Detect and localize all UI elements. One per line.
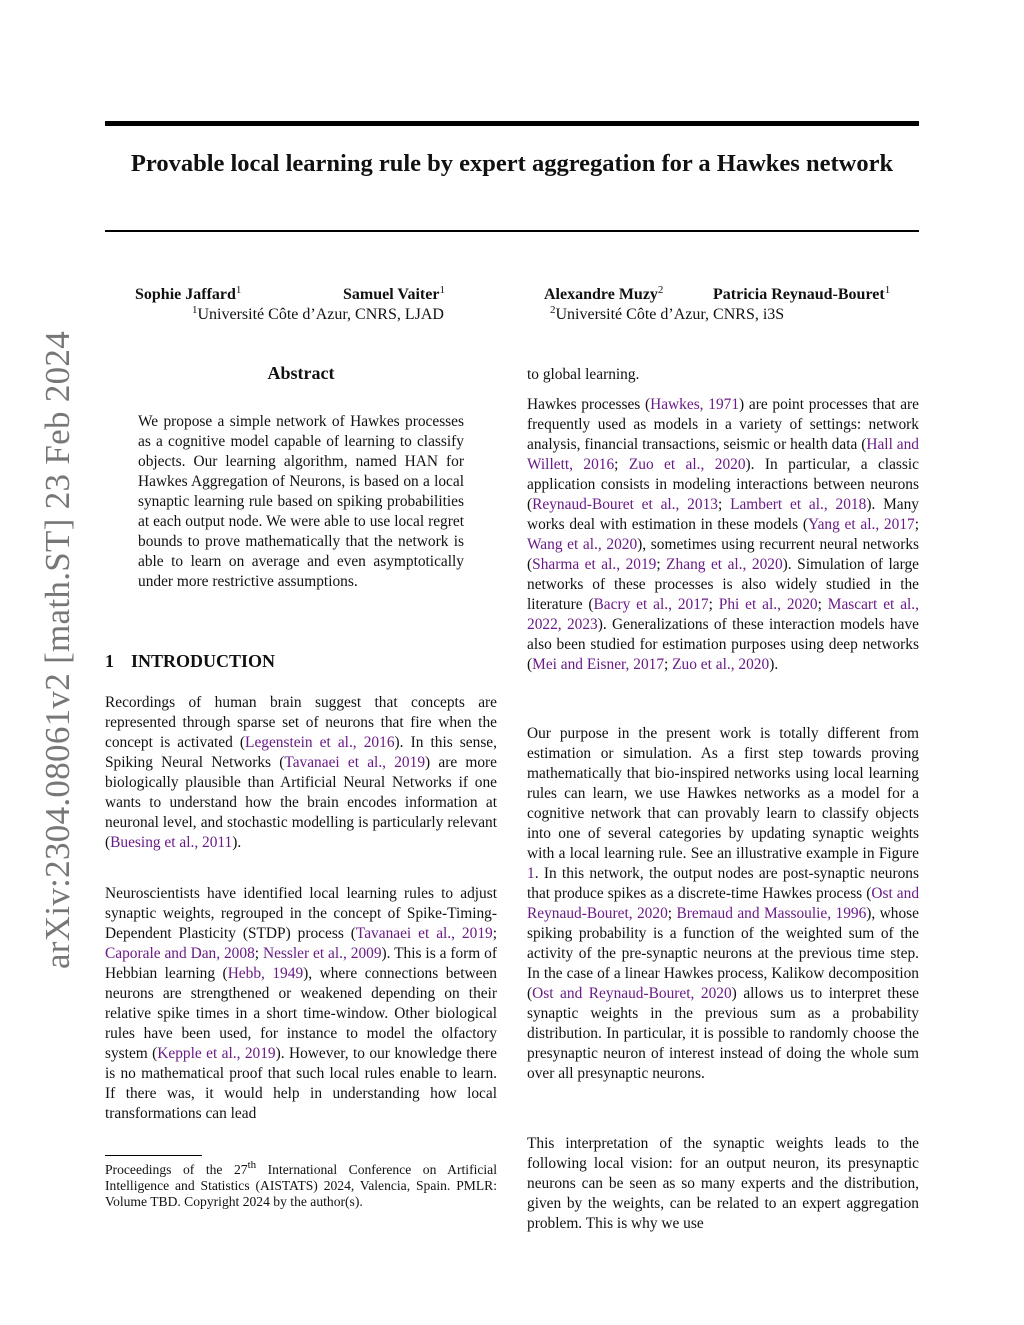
citation-link[interactable]: Ost and Reynaud-Bouret, 2020 — [527, 885, 920, 922]
intro-paragraph-2: Neuroscientists have identified local learning rules to adjust synaptic weights, regrouped in the concept of Spike-Timing-Dependent Plasticity (STDP) process (Tavanaei et al., 2019; Caporale and Dan, 2008; Nessler et al., 2009). This is a form of Hebbian learning (Hebb, 1949), where connections between neurons are strengthened or weakened depending on their relative spike times in a short time-window. Other biological rules have been used, for instance to model the olfactory system (Kepple et al., 2019). However, to our knowledge there is no mathematical proof that such local rules enable to learn. If there was, it would help in understanding how local transformations can lead — [105, 885, 498, 1122]
citation-link[interactable]: Buesing et al., 2011 — [110, 834, 233, 851]
right-continuation: to global learning. — [527, 366, 640, 383]
author-1: Sophie Jaffard$^1$ — [135, 284, 242, 303]
citation-link[interactable]: Mascart et al., 2022, 2023 — [527, 596, 919, 633]
title-top-rule — [105, 121, 919, 126]
title-bottom-rule — [105, 230, 919, 232]
right-paragraph-3: This interpretation of the synaptic weights leads to the following local vision: for an output neuron, its presynaptic neurons can be seen as so many experts and the distribution, given by the weights, can be related to an expert aggregation problem. This is why we use — [527, 1135, 919, 1232]
citation-link[interactable]: Reynaud-Bouret et al., 2013 — [532, 496, 718, 513]
paper-title: Provable local learning rule by expert aggregation for a Hawkes network — [130, 150, 894, 177]
abstract-text: We propose a simple network of Hawkes processes as a cognitive model capable of learning to classify objects. Our learning algorithm, named HAN for Hawkes Aggregation of Neurons, is based on a local synaptic learning rule based on spiking probabilities at each output node. We were able to use local regret bounds to prove mathematically that the network is able to learn on average and even asymptotically under more restrictive assumptions. — [138, 413, 464, 590]
citation-link[interactable]: Hawkes, 1971 — [650, 396, 740, 413]
citation-link[interactable]: Kepple et al., 2019 — [157, 1045, 276, 1062]
citation-link[interactable]: Bremaud and Massoulie, 1996 — [676, 905, 867, 922]
citation-link[interactable]: Tavanaei et al., 2019 — [284, 754, 426, 771]
citation-link[interactable]: Tavanaei et al., 2019 — [355, 925, 493, 942]
section-heading: 1 INTRODUCTION — [105, 651, 276, 671]
affiliation-2: $^2$Université Côte d’Azur, CNRS, i3S — [550, 304, 785, 323]
citation-link[interactable]: Zuo et al., 2020 — [672, 656, 770, 673]
abstract-heading: Abstract — [267, 363, 335, 383]
citation-link[interactable]: Lambert et al., 2018 — [730, 496, 867, 513]
author-2: Samuel Vaiter$^1$ — [343, 284, 445, 303]
author-3: Alexandre Muzy$^2$ — [544, 284, 664, 303]
citation-link[interactable]: Hall and Willett, 2016 — [527, 436, 919, 473]
citation-link[interactable]: Legenstein et al., 2016 — [245, 734, 395, 751]
intro-paragraph-1: Recordings of human brain suggest that concepts are represented through sparse set of neurons that fire when the concept is activated (Legenstein et al., 2016). In this sense, Spiking Neural Networks (Tavanaei et al., 2019) are more biologically plausible than Artificial Neural Networks if one wants to understand how the brain encodes information at neuronal level, and stochastic modelling is particularly relevant (Buesing et al., 2011). — [105, 694, 497, 851]
affiliation-1: $^1$Université Côte d’Azur, CNRS, LJAD — [192, 304, 444, 323]
citation-link[interactable]: Zuo et al., 2020 — [628, 456, 746, 473]
author-4: Patricia Reynaud-Bouret$^1$ — [713, 284, 891, 303]
footnote: Proceedings of the 27th International Conference on Artificial Intelligence and Statistics (AISTATS) 2024, Valencia, Spain. PMLR: Volume TBD. Copyright 2024 by the author(s). — [105, 1159, 497, 1209]
citation-link[interactable]: Ost and Reynaud-Bouret, 2020 — [532, 985, 732, 1002]
citation-link[interactable]: Bacry et al., 2017 — [593, 596, 709, 613]
citation-link[interactable]: Zhang et al., 2020 — [666, 556, 783, 573]
footnote-rule — [105, 1155, 202, 1156]
citation-link[interactable]: Nessler et al., 2009 — [262, 945, 382, 962]
citation-link[interactable]: Wang et al., 2020 — [527, 536, 638, 553]
right-paragraph-1: Hawkes processes (Hawkes, 1971) are point processes that are frequently used as models in a variety of settings: network analysis, financial transactions, seismic or health data (Hall and Willett, 2016; Zuo et al., 2020). In particular, a classic application consists in modeling interactions between neurons (Reynaud-Bouret et al., 2013; Lambert et al., 2018). Many works deal with estimation in these models (Yang et al., 2017; Wang et al., 2020), sometimes using recurrent neural networks (Sharma et al., 2019; Zhang et al., 2020). Simulation of large networks of these processes is also widely studied in the literature (Bacry et al., 2017; Phi et al., 2020; Mascart et al., 2022, 2023). Generalizations of these interaction models have also been studied for estimation purposes using deep networks (Mei and Eisner, 2017; Zuo et al., 2020). — [527, 396, 920, 673]
right-paragraph-2: Our purpose in the present work is totally different from estimation or simulation. As a first step towards proving mathematically that bio-inspired networks using local learning rules can learn, we use Hawkes networks as a model for a cognitive network that can provably learn to classify objects into one of several categories by updating synaptic weights with a local learning rule. See an illustrative example in Figure 1. In this network, the output nodes are post-synaptic neurons that produce spikes as a discrete-time Hawkes process (Ost and Reynaud-Bouret, 2020; Bremaud and Massoulie, 1996), whose spiking probability is a function of the weighted sum of the activity of the pre-synaptic neurons at the previous time step. In the case of a linear Hawkes process, Kalikow decomposition (Ost and Reynaud-Bouret, 2020) allows us to interpret these synaptic weights in the previous sum as a probability distribution. In particular, it is possible to randomly choose the presynaptic neuron of interest instead of doing the whole sum over all presynaptic neurons. — [527, 725, 920, 1082]
citation-link[interactable]: 1 — [527, 865, 535, 882]
citation-link[interactable]: Sharma et al., 2019 — [532, 556, 657, 573]
arxiv-identifier: arXiv:2304.08061v2 [math.ST] 23 Feb 2024 — [38, 330, 77, 970]
citation-link[interactable]: Hebb, 1949 — [227, 965, 304, 982]
citation-link[interactable]: Yang et al., 2017 — [808, 516, 915, 533]
citation-link[interactable]: Phi et al., 2020 — [718, 596, 818, 613]
citation-link[interactable]: Caporale and Dan, 2008 — [105, 945, 255, 962]
citation-link[interactable]: Mei and Eisner, 2017 — [532, 656, 665, 673]
